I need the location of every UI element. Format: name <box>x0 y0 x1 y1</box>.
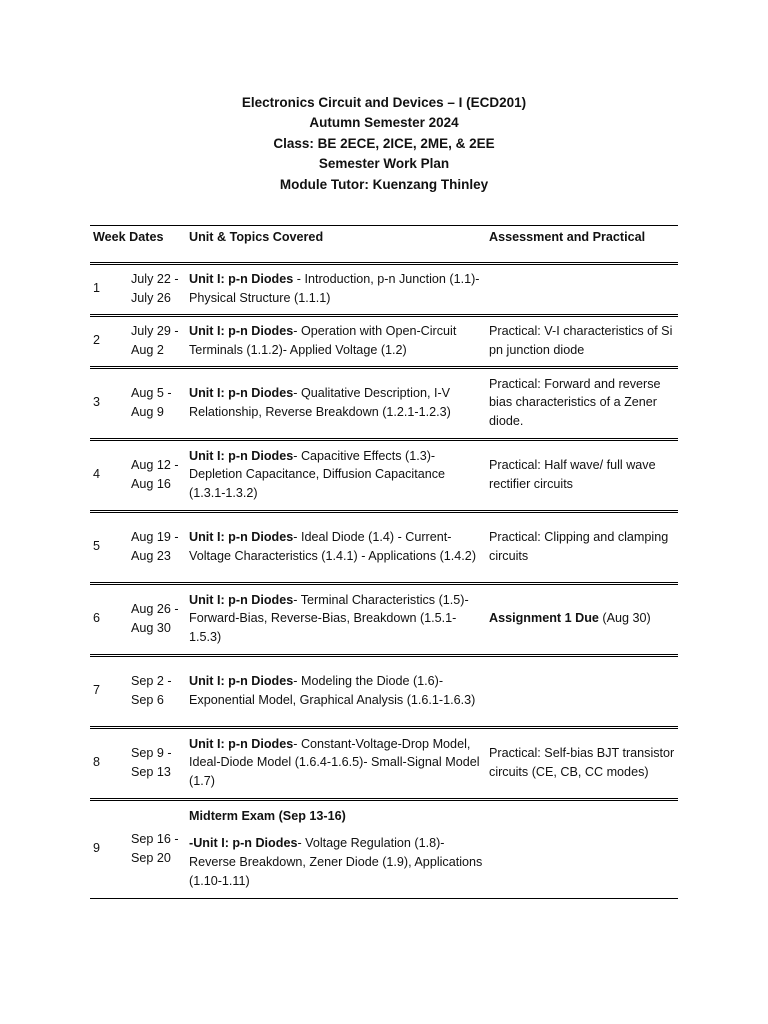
module-tutor: Module Tutor: Kuenzang Thinley <box>279 176 489 192</box>
assessment-cell <box>486 727 678 799</box>
assessment-cell <box>486 511 678 583</box>
topics-text: - Ideal Diode (1.4) - Current-Voltage Characteristics (1.4.1) - Applications (1.4.2) <box>189 530 477 563</box>
unit-topics <box>186 263 486 315</box>
assessment-text: Practical: Self-bias BJT transistor circuits (CE, CB, CC modes) <box>489 746 675 779</box>
week-dates: July 29 - Aug 2 <box>128 315 186 367</box>
week-dates: Sep 9 - Sep 13 <box>128 727 186 799</box>
assessment-cell <box>486 799 678 898</box>
unit-label: Unit I: p-n Diodes <box>189 530 294 544</box>
table-row <box>90 583 678 655</box>
semester: Autumn Semester 2024 <box>309 115 459 131</box>
midterm-exam-label: Midterm Exam (Sep 13-16) <box>189 809 346 824</box>
table-row <box>90 799 678 898</box>
week-number: 7 <box>90 655 128 727</box>
unit-topics <box>186 655 486 727</box>
week-number: 6 <box>90 583 128 655</box>
assessment-cell <box>486 583 678 655</box>
unit-label: Unit I: p-n Diodes <box>189 674 294 688</box>
week-dates: Sep 2 - Sep 6 <box>128 655 186 727</box>
week-dates-header: Week Dates <box>90 226 186 264</box>
topics-text: - Constant-Voltage-Drop Model, Ideal-Diode Model (1.6.4-1.6.5)- Small-Signal Model (1.7) <box>189 736 480 789</box>
assessment-text: Practical: Half wave/ full wave rectifier circuits <box>489 458 656 491</box>
assessment-text: Practical: Forward and reverse bias characteristics of a Zener diode. <box>489 376 661 429</box>
unit-topics <box>186 583 486 655</box>
unit-topics <box>186 727 486 799</box>
week-dates: Aug 26 - Aug 30 <box>128 583 186 655</box>
table-row <box>90 511 678 583</box>
assessment-cell <box>486 315 678 367</box>
week-dates: Aug 5 - Aug 9 <box>128 367 186 439</box>
assessment-label: Assignment 1 Due <box>489 611 599 626</box>
unit-label: Unit I: p-n Diodes <box>189 272 294 286</box>
table-row <box>90 727 678 799</box>
assessment-cell <box>486 439 678 511</box>
week-number: 2 <box>90 315 128 367</box>
week-dates: Aug 12 - Aug 16 <box>128 439 186 511</box>
week-number: 4 <box>90 439 128 511</box>
class-list: Class: BE 2ECE, 2ICE, 2ME, & 2EE <box>273 135 495 151</box>
unit-topics <box>186 799 486 898</box>
week-number: 3 <box>90 367 128 439</box>
topics-text: - Modeling the Diode (1.6)- Exponential Model, Graphical Analysis (1.6.1-1.6.3) <box>189 674 476 707</box>
week-dates: July 22 - July 26 <box>128 263 186 315</box>
table-row <box>90 315 678 367</box>
topics-text: - Terminal Characteristics (1.5)- Forward-Bias, Reverse-Bias, Breakdown (1.5.1-1.5.3) <box>189 592 469 645</box>
document-header <box>0 93 768 195</box>
table-row <box>90 263 678 315</box>
topics-text: - Capacitive Effects (1.3)- Depletion Capacitance, Diffusion Capacitance (1.3.1-1.3.2) <box>189 448 446 501</box>
unit-label: Unit I: p-n Diodes <box>189 736 294 751</box>
assessment-cell <box>486 263 678 315</box>
unit-topics <box>186 315 486 367</box>
plan-title: Semester Work Plan <box>318 156 450 172</box>
assessment-text: Practical: Clipping and clamping circuits <box>489 530 669 563</box>
unit-label: Unit I: p-n Diodes <box>189 448 294 463</box>
week-number: 8 <box>90 727 128 799</box>
topics-text: - Voltage Regulation (1.8)- Reverse Breakdown, Zener Diode (1.9), Applications (1.10-1.11) <box>189 836 483 888</box>
course-title: Electronics Circuit and Devices – I (ECD201) <box>241 95 527 110</box>
unit-topics <box>186 511 486 583</box>
assessment-text: (Aug 30) <box>598 611 651 626</box>
assessment-text: Practical: V-I characteristics of Si pn junction diode <box>489 324 673 357</box>
week-dates: Aug 19 - Aug 23 <box>128 511 186 583</box>
unit-label: -Unit I: p-n Diodes <box>189 836 298 850</box>
unit-label: Unit I: p-n Diodes <box>189 592 294 607</box>
week-number: 1 <box>90 263 128 315</box>
assessment-cell <box>486 367 678 439</box>
week-dates: Sep 16 - Sep 20 <box>128 799 186 898</box>
unit-header: Unit & Topics Covered <box>186 226 486 264</box>
unit-label: Unit I: p-n Diodes <box>189 386 294 400</box>
table-row <box>90 439 678 511</box>
unit-topics <box>186 439 486 511</box>
topics-text: - Operation with Open-Circuit Terminals (1.1.2)- Applied Voltage (1.2) <box>189 324 457 357</box>
week-number: 9 <box>90 799 128 898</box>
assessment-cell <box>486 655 678 727</box>
topics-text: - Introduction, p-n Junction (1.1)- Physical Structure (1.1.1) <box>189 272 480 305</box>
table-row <box>90 367 678 439</box>
week-number: 5 <box>90 511 128 583</box>
table-row <box>90 655 678 727</box>
topics-text: - Qualitative Description, I-V Relationship, Reverse Breakdown (1.2.1-1.2.3) <box>189 386 451 419</box>
table-header-row <box>90 226 678 264</box>
assessment-header: Assessment and Practical <box>486 226 678 264</box>
work-plan-table <box>90 225 678 899</box>
unit-topics <box>186 367 486 439</box>
unit-label: Unit I: p-n Diodes <box>189 324 294 338</box>
